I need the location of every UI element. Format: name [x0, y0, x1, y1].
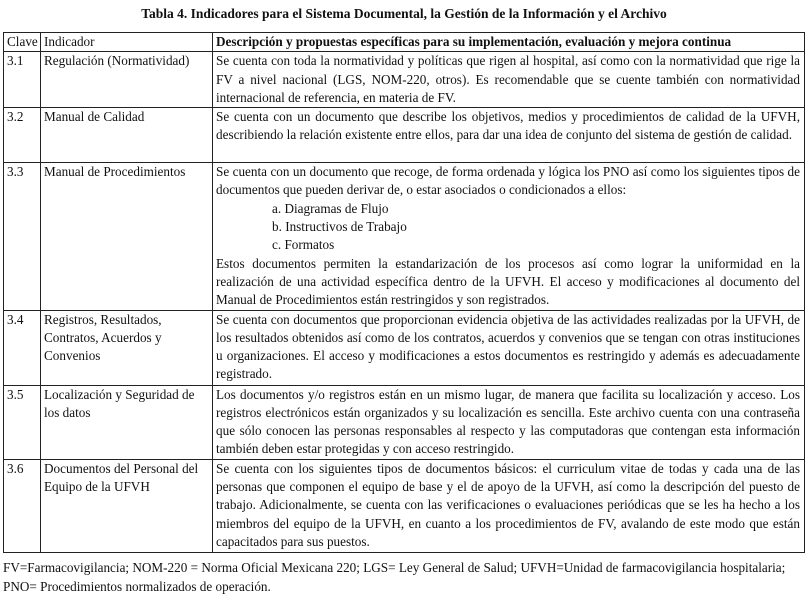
indicador-cell: Manual de Procedimientos — [41, 163, 213, 310]
list-item: b. Instructivos de Trabajo — [272, 219, 407, 235]
indicador-cell: Manual de Calidad — [41, 108, 213, 163]
clave-cell: 3.1 — [4, 52, 41, 108]
clave-cell: 3.6 — [4, 459, 41, 552]
table-header-row — [4, 33, 805, 52]
descripcion-cell — [213, 163, 805, 310]
table-row — [4, 52, 805, 108]
table-footnote: FV=Farmacovigilancia; NOM-220 = Norma Oficial Mexicana 220; LGS= Ley General de Salud; UFVH=Unidad de farmacovigilancia hospitalaria; PNO= Procedimientos normalizados de operación. — [3, 560, 786, 594]
header-clave: Clave — [4, 33, 41, 52]
table-row — [4, 108, 805, 163]
descripcion-continuation: Estos documentos permiten la estandarización de los procesos así como lograr la uniformidad en la realización de una actividad específica dentro de la UFVH. El acceso y modificaciones al documento del Manual de Procedimientos están restringidos y son registrados. — [216, 255, 800, 308]
descripcion-cell: Se cuenta con los siguientes tipos de documentos básicos: el curriculum vitae de todas y cada una de las personas que componen el equipo de base y el de apoyo de la UFVH, así como la descripción del puesto de trabajo. Adicionalmente, se cuenta con las verificaciones o evaluaciones periódicas que se les ha hecho a los miembros del equipo de la UFVH, en cuanto a los procedimientos de FV, avalando de este modo que están capacitados para sus puestos. — [213, 459, 805, 552]
clave-cell: 3.2 — [4, 108, 41, 163]
list-item: c. Formatos — [272, 237, 335, 253]
descripcion-intro: Se cuenta con un documento que recoge, de forma ordenada y lógica los PNO así como los siguientes tipos de documentos que pueden derivar de, o estar asociados o condicionados a ellos: — [216, 164, 800, 198]
header-descripcion: Descripción y propuestas específicas para su implementación, evaluación y mejora continua — [213, 33, 805, 52]
indicators-table — [3, 32, 805, 553]
descripcion-cell: Los documentos y/o registros están en un mismo lugar, de manera que facilita su localización y acceso. Los registros electrónicos están organizados y su localización es sencilla. Este archivo cuenta con una contraseña que sólo conocen las personas responsables al respecto y las computadoras que contengan esta información también deben estar protegidas y con acceso restringido. — [213, 385, 805, 459]
descripcion-cell: Se cuenta con toda la normatividad y políticas que rigen al hospital, así como con la normatividad que rige la FV a nivel nacional (LGS, NOM-220, otros). Es recomendable que se cuente también con normatividad internacional de referencia, en materia de FV. — [213, 52, 805, 108]
indicador-cell: Localización y Seguridad de los datos — [41, 385, 213, 459]
indicador-cell: Documentos del Personal del Equipo de la UFVH — [41, 459, 213, 552]
descripcion-cell: Se cuenta con un documento que describe los objetivos, medios y procedimientos de calidad de la UFVH, describiendo la relación existente entre ellos, para dar una idea de conjunto del sistema de gestión de calidad. — [213, 108, 805, 163]
descripcion-cell: Se cuenta con documentos que proporcionan evidencia objetiva de las actividades realizadas por la UFVH, de los resultados obtenidos así como de los contratos, acuerdos y convenios que se tengan con otras instituciones u organizaciones. El acceso y modificaciones a estos documentos es restringido y además es adecuadamente registrado. — [213, 310, 805, 385]
list-item: a. Diagramas de Flujo — [272, 200, 389, 216]
table-row — [4, 459, 805, 552]
document-types-list — [216, 200, 800, 255]
clave-cell: 3.3 — [4, 163, 41, 310]
header-indicador: Indicador — [41, 33, 213, 52]
table-row — [4, 163, 805, 310]
clave-cell: 3.4 — [4, 310, 41, 385]
indicador-cell: Regulación (Normatividad) — [41, 52, 213, 108]
table-row — [4, 310, 805, 385]
indicador-cell: Registros, Resultados, Contratos, Acuerdos y Convenios — [41, 310, 213, 385]
table-row — [4, 385, 805, 459]
clave-cell: 3.5 — [4, 385, 41, 459]
table-title: Tabla 4. Indicadores para el Sistema Documental, la Gestión de la Información y el Archivo — [141, 6, 667, 21]
